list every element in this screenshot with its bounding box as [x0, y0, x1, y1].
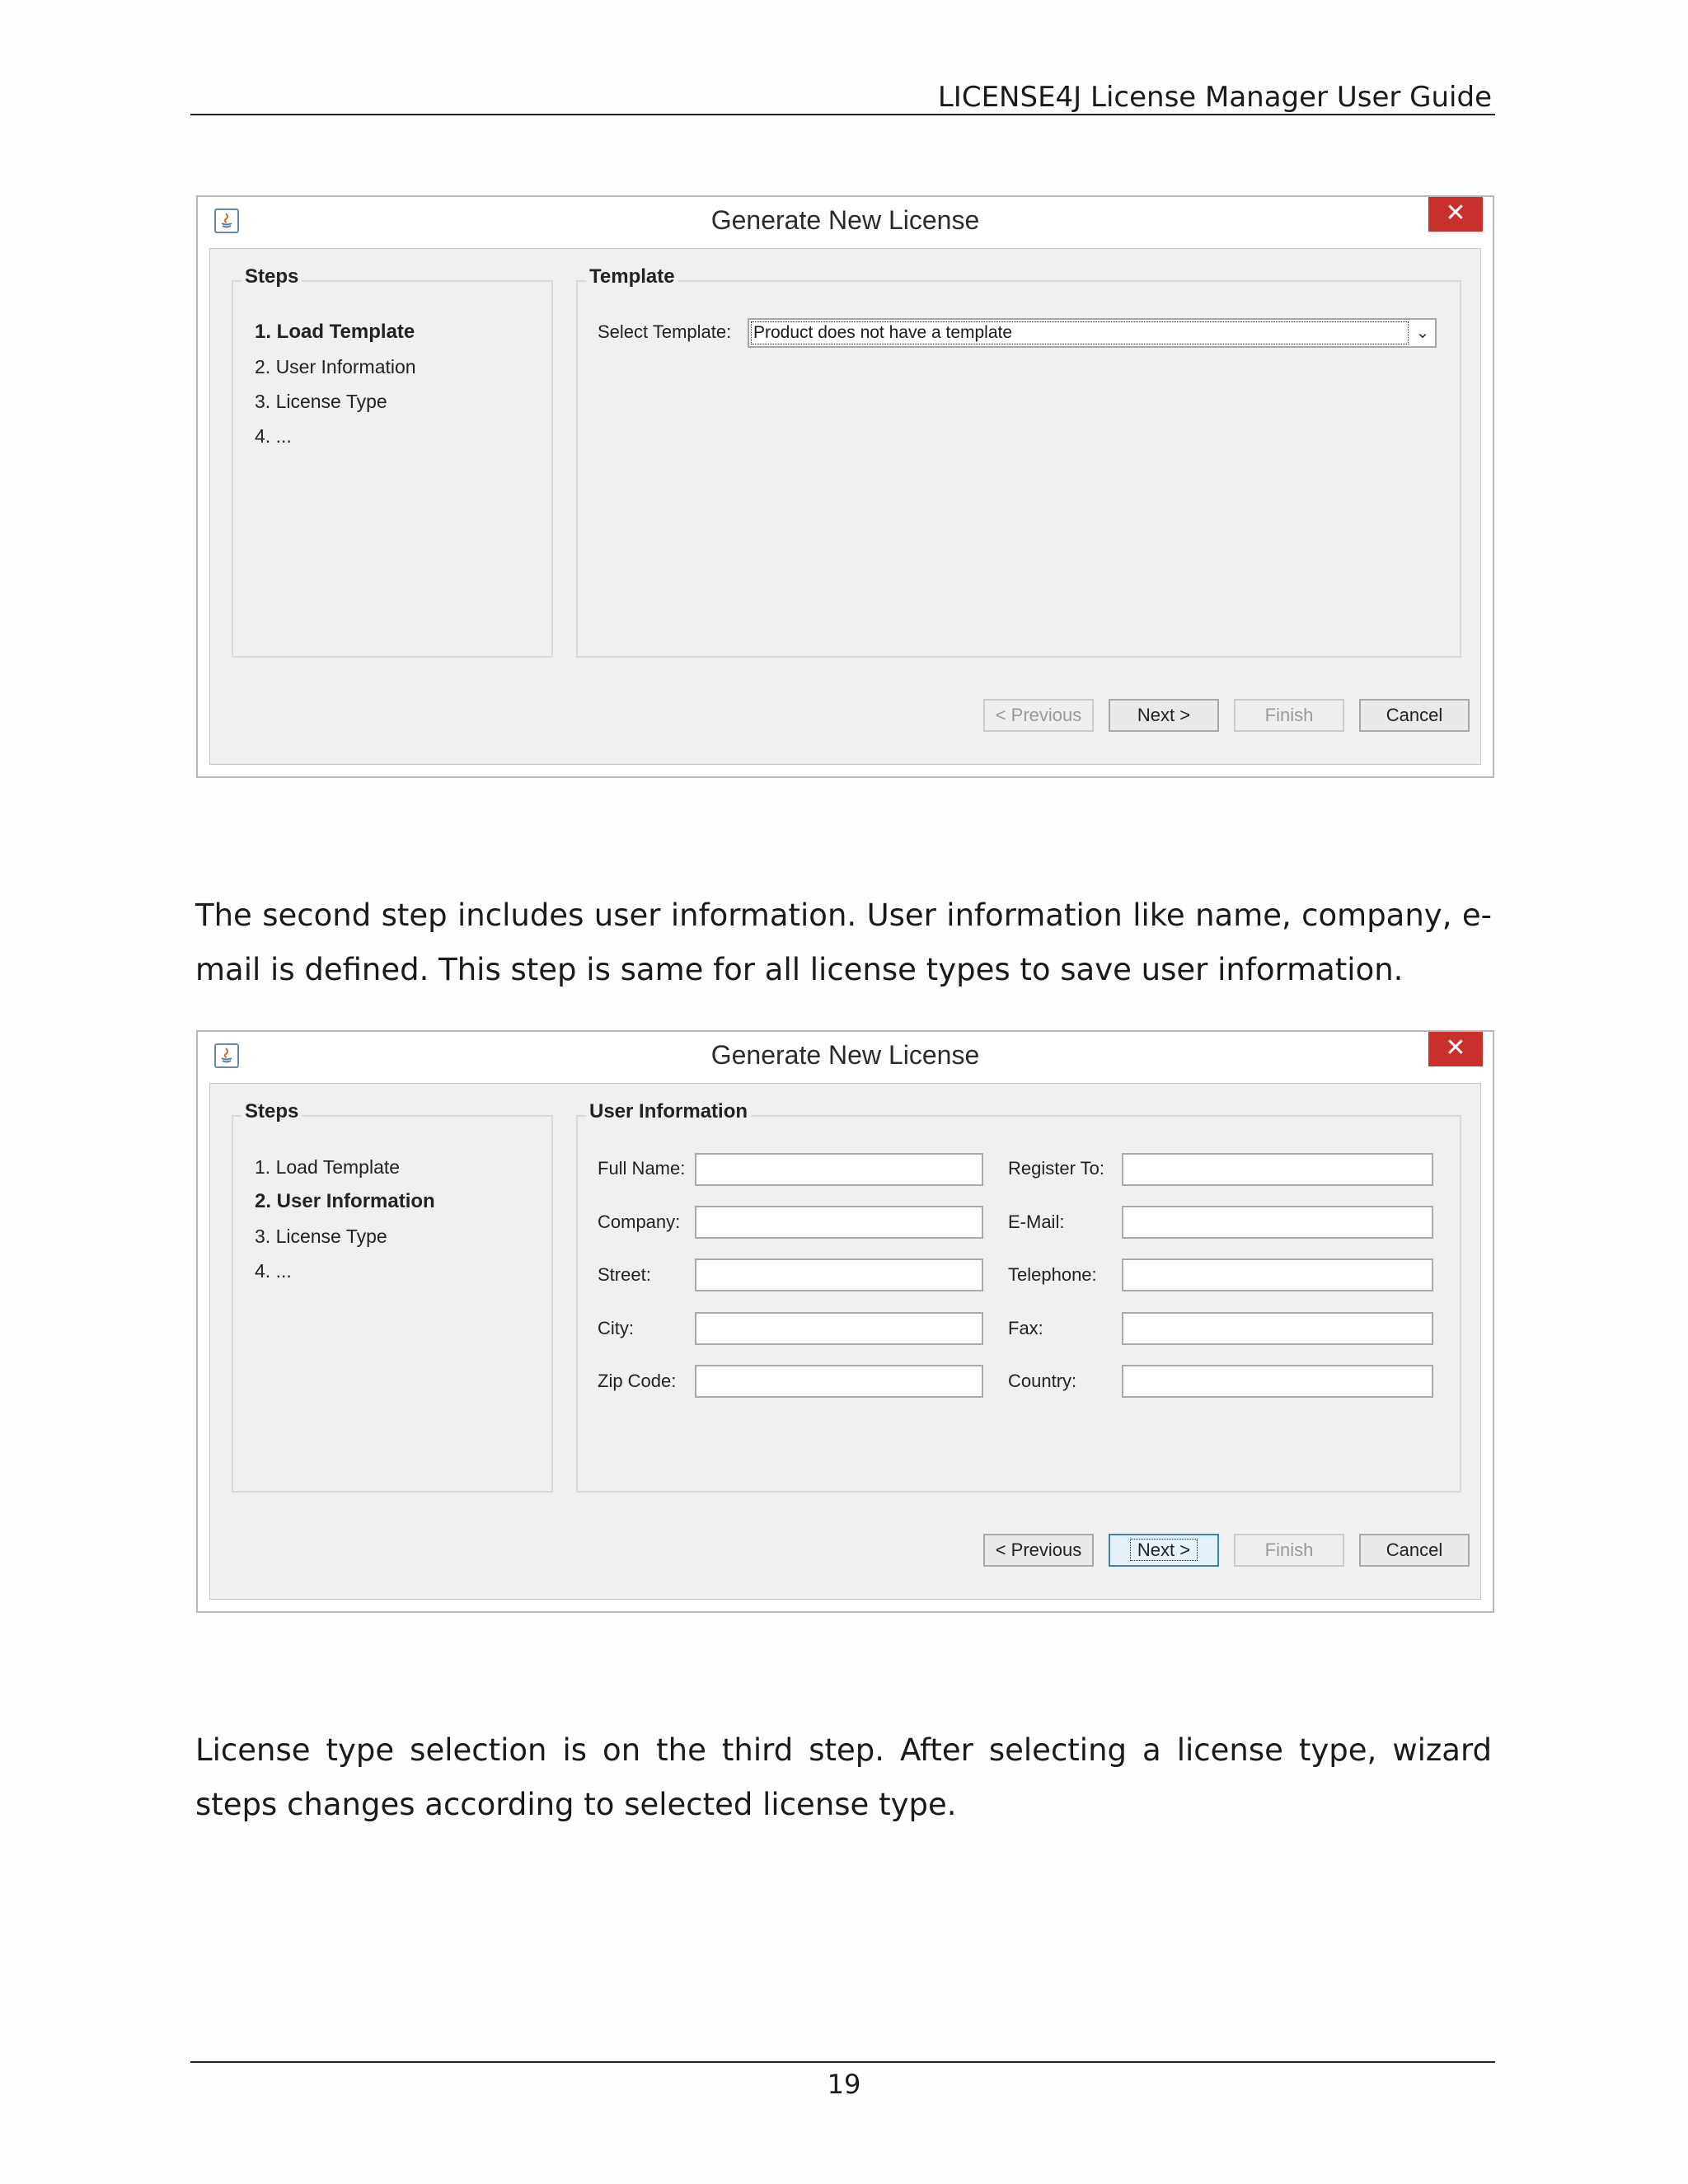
select-template-dropdown[interactable] [748, 318, 1437, 348]
city-label: City: [598, 1318, 634, 1338]
email-input[interactable] [1122, 1206, 1433, 1239]
close-icon: ✕ [1445, 199, 1466, 227]
steps-panel [232, 1100, 553, 1493]
select-template-label: Select Template: [598, 321, 732, 342]
finish-button[interactable]: Finish [1234, 1534, 1344, 1567]
fax-label: Fax: [1008, 1318, 1043, 1338]
chevron-down-icon[interactable]: ⌄ [1415, 324, 1430, 342]
step-user-information: 2. User Information [255, 356, 416, 377]
street-input[interactable] [695, 1258, 983, 1291]
company-input[interactable] [695, 1206, 983, 1239]
step-load-template: 1. Load Template [255, 1156, 401, 1178]
company-label: Company: [598, 1212, 681, 1232]
cancel-button[interactable]: Cancel [1359, 1534, 1470, 1567]
generate-license-dialog-template [196, 195, 1494, 778]
close-icon: ✕ [1445, 1034, 1466, 1062]
step-more: 4. ... [255, 1260, 292, 1282]
email-label: E-Mail: [1008, 1212, 1065, 1232]
step-load-template: 1. Load Template [255, 321, 415, 343]
register-to-label: Register To: [1008, 1158, 1104, 1179]
street-label: Street: [598, 1264, 651, 1285]
telephone-label: Telephone: [1008, 1264, 1097, 1285]
dialog-client-area [209, 248, 1481, 765]
cancel-button[interactable]: Cancel [1359, 699, 1470, 732]
zip-code-input[interactable] [695, 1365, 983, 1398]
city-input[interactable] [695, 1312, 983, 1345]
steps-panel [232, 265, 553, 658]
full-name-label: Full Name: [598, 1158, 686, 1179]
next-button[interactable]: Next > [1109, 699, 1219, 732]
next-button-label: Next > [1131, 1540, 1197, 1560]
full-name-input[interactable] [695, 1153, 983, 1186]
steps-list [255, 1150, 435, 1288]
finish-button[interactable]: Finish [1234, 699, 1344, 732]
fax-input[interactable] [1122, 1312, 1433, 1345]
step-license-type: 3. License Type [255, 391, 387, 412]
steps-title: Steps [241, 265, 302, 288]
title-bar[interactable] [198, 197, 1493, 248]
telephone-input[interactable] [1122, 1258, 1433, 1291]
previous-button[interactable]: < Previous [983, 1534, 1094, 1567]
step-more: 4. ... [255, 425, 292, 447]
select-template-value: Product does not have a template [751, 321, 1409, 344]
user-information-title: User Information [586, 1100, 751, 1123]
steps-list [255, 315, 416, 453]
step-user-information: 2. User Information [255, 1190, 435, 1212]
template-panel [576, 265, 1461, 658]
template-title: Template [586, 265, 678, 288]
register-to-input[interactable] [1122, 1153, 1433, 1186]
country-input[interactable] [1122, 1365, 1433, 1398]
close-button[interactable] [1428, 197, 1483, 232]
generate-license-dialog-user-info [196, 1030, 1494, 1613]
user-information-panel [576, 1100, 1461, 1493]
steps-title: Steps [241, 1100, 302, 1123]
dialog-title: Generate New License [710, 1040, 980, 1070]
close-button[interactable] [1428, 1032, 1483, 1066]
step-license-type: 3. License Type [255, 1226, 387, 1247]
page-number: 19 [827, 2069, 861, 2100]
country-label: Country: [1008, 1371, 1077, 1391]
previous-button[interactable]: < Previous [983, 699, 1094, 732]
page-header: LICENSE4J License Manager User Guide [190, 79, 1495, 115]
paragraph-license-type: License type selection is on the third step. After selecting a license type, wizard steps changes according to selected license type. [195, 1732, 1492, 1822]
paragraph-user-information: The second step includes user information. User information like name, company, e-mail is defined. This step is same for all license types to save user information. [195, 898, 1492, 987]
title-bar[interactable] [198, 1032, 1493, 1083]
next-button[interactable] [1109, 1534, 1219, 1567]
dialog-client-area [209, 1083, 1481, 1600]
footer-divider [190, 2061, 1495, 2063]
dialog-title: Generate New License [710, 205, 980, 235]
zip-code-label: Zip Code: [598, 1371, 677, 1391]
